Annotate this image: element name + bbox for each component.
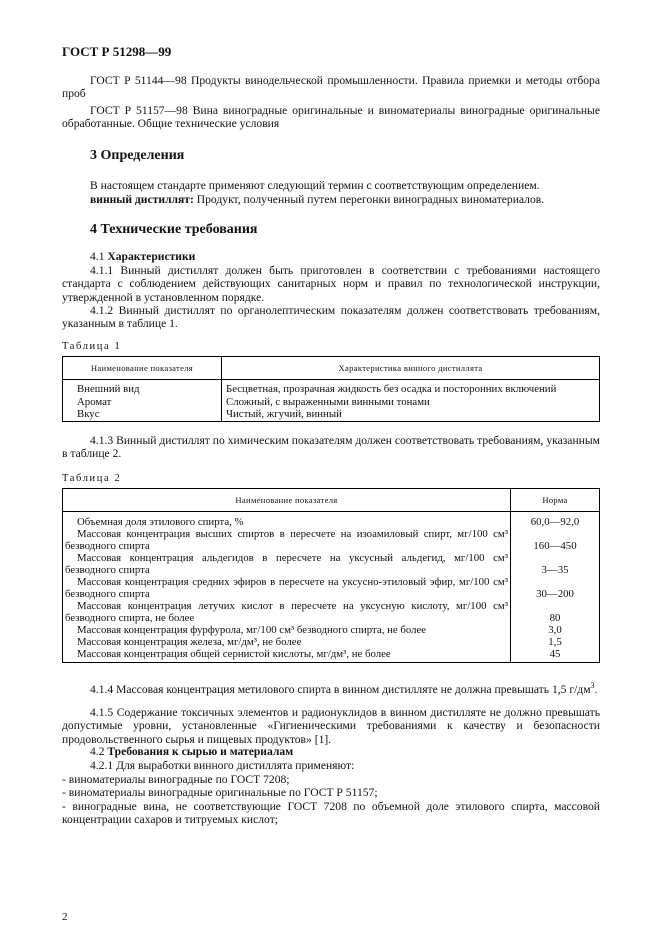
table-row [63,408,600,421]
table-2 [62,488,600,663]
table-2-header-row [63,489,600,512]
table-2-indicator: Объемная доля этилового спирта, % [63,512,511,529]
table-row [63,636,600,648]
subsection-4-2-number: 4.2 [90,745,108,758]
term-definition [62,193,600,206]
table-row [63,576,600,600]
term-definition-text: Продукт, полученный путем перегонки виноградных виноматериалов. [193,193,545,206]
table-row [63,512,600,529]
term-name: винный дистиллят: [90,193,194,206]
table-1-cell: Внешний вид [63,380,222,396]
table-1-header-row [63,357,600,380]
subsection-4-1-title: Характеристики [107,250,196,263]
table-row [63,552,600,576]
paragraph-4-1-2: 4.1.2 Винный дистиллят по органолептическим показателям должен соответствовать требованиям, указанным в таблице 1. [62,304,600,331]
table-1-cell: Бесцветная, прозрачная жидкость без осадка и посторонних включений [222,380,600,396]
paragraph-4-1-5: 4.1.5 Содержание токсичных элементов и радионуклидов в винном дистилляте не должно превышать допустимые уровни, установленные «Гигиеническими требованиями к качеству и безопасности продовольственного сырья и пищевых продуктов» [1]. [62,706,600,746]
table-2-norm: 45 [511,648,600,663]
table-2-header-norm: Норма [511,489,600,512]
table-1-header-characteristic: Характеристика винного дистиллята [222,357,600,380]
list-item: - виноградные вина, не соответствующие ГОСТ 7208 по объемной доле этилового спирта, массовой концентрации сахаров и титруемых кислот; [62,800,600,827]
table-2-norm: 30—200 [511,576,600,600]
table-1-caption: Таблица 1 [62,341,122,352]
table-2-norm: 1,5 [511,636,600,648]
table-row [63,380,600,396]
reference-51144: ГОСТ Р 51144—98 Продукты винодельческой промышленности. Правила приемки и методы отбора проб [62,74,600,101]
table-1-cell: Вкус [63,408,222,421]
table-1-header-indicator: Наименование показателя [63,357,222,380]
table-2-norm: 3—35 [511,552,600,576]
table-row [63,528,600,552]
paragraph-4-1-1: 4.1.1 Винный дистиллят должен быть приготовлен в соответствии с требованиями настоящего стандарта с соблюдением действующих санитарных норм и правил по технологической инструкции, утвержденной в установленном порядке. [62,264,600,304]
section-3-title: 3 Определения [90,148,185,163]
reference-51157: ГОСТ Р 51157—98 Вина виноградные оригинальные и виноматериалы виноградные оригинальные обработанные. Общие технические условия [62,104,600,131]
table-1-cell: Чистый, жгучий, винный [222,408,600,421]
paragraph-4-2-1: 4.2.1 Для выработки винного дистиллята применяют: [90,759,355,772]
table-2-indicator: Массовая концентрация фурфурола, мг/100 см³ безводного спирта, не более [63,624,511,636]
subsection-4-1-heading [62,250,600,263]
page-number: 2 [62,911,68,923]
list-item: - виноматериалы виноградные оригинальные по ГОСТ Р 51157; [62,786,378,799]
table-2-indicator: Массовая концентрация железа, мг/дм³, не более [63,636,511,648]
table-2-caption: Таблица 2 [62,473,122,484]
subsection-4-2-title: Требования к сырью и материалам [107,745,294,758]
table-2-norm: 60,0—92,0 [511,512,600,529]
section-4-title: 4 Технические требования [90,222,258,237]
table-1-cell: Аромат [63,396,222,409]
table-row [63,648,600,663]
subsection-4-2-heading [62,745,600,758]
table-2-indicator: Массовая концентрация альдегидов в пересчете на уксусный альдегид, мг/100 см³ безводного спирта [63,552,511,576]
paragraph-4-1-3: 4.1.3 Винный дистиллят по химическим показателям должен соответствовать требованиям, указанным в таблице 2. [62,434,600,461]
table-2-header-indicator: Наименование показателя [63,489,511,512]
section-3-intro: В настоящем стандарте применяют следующий термин с соответствующим определением. [90,179,540,192]
standard-code-header: ГОСТ Р 51298—99 [62,44,172,59]
table-2-indicator: Массовая концентрация средних эфиров в пересчете на уксусно-этиловый эфир, мг/100 см³ безводного спирта [63,576,511,600]
table-1 [62,356,600,422]
table-2-indicator: Массовая концентрация общей сернистой кислоты, мг/дм³, не более [63,648,511,663]
table-row [63,396,600,409]
paragraph-4-1-4 [62,679,600,696]
superscript-3: 3 [590,681,595,690]
table-2-norm: 80 [511,600,600,624]
paragraph-4-1-4-text: 4.1.4 Массовая концентрация метилового спирта в винном дистилляте не должна превышать 1,5 г/дм [90,682,591,696]
table-2-norm: 160—450 [511,528,600,552]
table-2-norm: 3,0 [511,624,600,636]
table-1-cell: Сложный, с выраженными винными тонами [222,396,600,409]
table-2-indicator: Массовая концентрация летучих кислот в пересчете на уксусную кислоту, мг/100 см³ безводного спирта, не более [63,600,511,624]
table-row [63,624,600,636]
table-row [63,600,600,624]
list-item: - виноматериалы виноградные по ГОСТ 7208; [62,773,290,786]
table-2-indicator: Массовая концентрация высших спиртов в пересчете на изоамиловый спирт, мг/100 см³ безводного спирта [63,528,511,552]
subsection-4-1-number: 4.1 [90,250,108,263]
paragraph-4-1-4-end: . [594,682,598,696]
